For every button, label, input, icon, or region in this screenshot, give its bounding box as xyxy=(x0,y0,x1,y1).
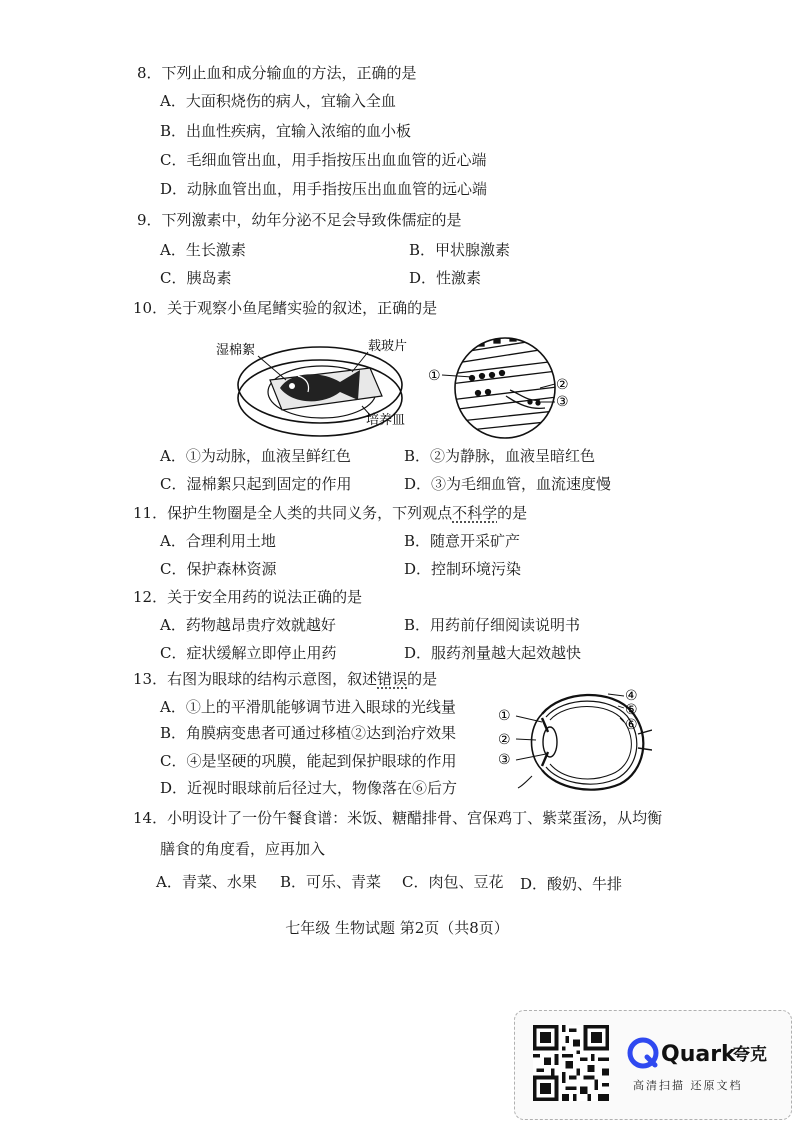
q14-option-a: A．青菜、水果 xyxy=(156,873,257,891)
microscope-view-diagram xyxy=(428,334,569,438)
q11-stem-pre: 11．保护生物圈是全人类的共同义务，下列观点 xyxy=(133,504,453,522)
q10-option-d: D．③为毛细血管，血流速度慢 xyxy=(404,475,612,493)
q14-stem-line1: 14．小明设计了一份午餐食谱：米饭、糖醋排骨、宫保鸡丁、紫菜蛋汤，从均衡 xyxy=(133,809,663,827)
petri-dish-diagram xyxy=(216,338,407,436)
q11-option-d: D．控制环境污染 xyxy=(404,560,522,578)
label-mark-2: ② xyxy=(556,377,569,393)
label-mark-1: ① xyxy=(428,368,441,384)
q13-option-c: C．④是坚硬的巩膜，能起到保护眼球的作用 xyxy=(160,752,457,770)
q10-option-c: C．湿棉絮只起到固定的作用 xyxy=(160,475,352,493)
q9-option-b: B．甲状腺激素 xyxy=(409,241,511,259)
q13-stem xyxy=(133,669,437,689)
q13-stem-pre: 13．右图为眼球的结构示意图，叙述 xyxy=(133,670,378,688)
q14-option-d: D．酸奶、牛排 xyxy=(520,875,623,893)
q11-option-b: B．随意开采矿产 xyxy=(404,532,521,550)
q14-option-c: C．肉包、豆花 xyxy=(402,873,504,891)
q12-option-d: D．服药剂量越大起效越快 xyxy=(404,644,582,662)
label-mark-3: ③ xyxy=(556,394,569,410)
q14-stem-line2: 膳食的角度看，应再加入 xyxy=(160,840,326,858)
q8-option-d: D．动脉血管出血，用手指按压出血血管的远心端 xyxy=(160,180,488,198)
q9-option-c: C．胰岛素 xyxy=(160,269,232,287)
q11-option-a: A．合理利用土地 xyxy=(160,532,276,550)
q10-figure xyxy=(210,330,590,445)
quark-tagline: 高清扫描 还原文档 xyxy=(633,1079,743,1092)
eye-mark-2: ② xyxy=(498,732,511,748)
q9-stem: 9．下列激素中，幼年分泌不足会导致侏儒症的是 xyxy=(137,211,462,229)
q12-stem: 12．关于安全用药的说法正确的是 xyxy=(133,588,363,606)
q8-option-c: C．毛细血管出血，用手指按压出血血管的近心端 xyxy=(160,151,487,169)
quark-brand-name: Quark xyxy=(661,1042,736,1067)
label-wet-cotton: 湿棉絮 xyxy=(216,343,256,358)
label-petri-dish: 培养皿 xyxy=(366,413,406,428)
q10-option-b: B．②为静脉，血液呈暗红色 xyxy=(404,447,596,465)
q9-option-d: D．性激素 xyxy=(409,269,482,287)
q12-option-a: A．药物越昂贵疗效就越好 xyxy=(160,616,336,634)
eye-mark-4: ④ xyxy=(625,688,638,704)
q11-stem xyxy=(133,503,527,523)
quark-watermark[interactable] xyxy=(514,1010,792,1120)
q9-option-a: A．生长激素 xyxy=(160,241,246,259)
q13-stem-emphasis: 错误 xyxy=(377,670,408,688)
q11-option-c: C．保护森林资源 xyxy=(160,560,277,578)
eye-structure-diagram xyxy=(492,684,652,792)
q12-option-b: B．用药前仔细阅读说明书 xyxy=(404,616,581,634)
q14-option-b: B．可乐、青菜 xyxy=(280,873,382,891)
q8-stem: 8．下列止血和成分输血的方法，正确的是 xyxy=(137,64,417,82)
q11-stem-emphasis: 不科学 xyxy=(452,504,498,522)
q8-option-b: B．出血性疾病，宜输入浓缩的血小板 xyxy=(160,122,412,140)
eye-mark-1: ① xyxy=(498,708,511,724)
eye-mark-3: ③ xyxy=(498,752,511,768)
q13-stem-post: 的是 xyxy=(407,670,438,688)
q13-option-b: B．角膜病变患者可通过移植②达到治疗效果 xyxy=(160,724,457,742)
q10-option-a: A．①为动脉，血液呈鲜红色 xyxy=(160,447,351,465)
q12-option-c: C．症状缓解立即停止用药 xyxy=(160,644,337,662)
q13-option-a: A．①上的平滑肌能够调节进入眼球的光线量 xyxy=(160,698,456,716)
quark-logo-icon xyxy=(627,1037,777,1069)
q10-stem: 10．关于观察小鱼尾鳍实验的叙述，正确的是 xyxy=(133,299,438,317)
page-footer: 七年级 生物试题 第2页（共8页） xyxy=(285,919,509,937)
eye-mark-5: ⑤ xyxy=(625,702,638,718)
q11-stem-post: 的是 xyxy=(497,504,528,522)
q13-option-d: D．近视时眼球前后径过大，物像落在⑥后方 xyxy=(160,779,458,797)
label-slide: 载玻片 xyxy=(368,339,408,354)
q8-option-a: A．大面积烧伤的病人，宜输入全血 xyxy=(160,92,396,110)
qr-code-icon xyxy=(533,1025,609,1101)
eye-mark-6: ⑥ xyxy=(625,717,638,733)
quark-brand-cn: 夸克 xyxy=(733,1045,767,1065)
